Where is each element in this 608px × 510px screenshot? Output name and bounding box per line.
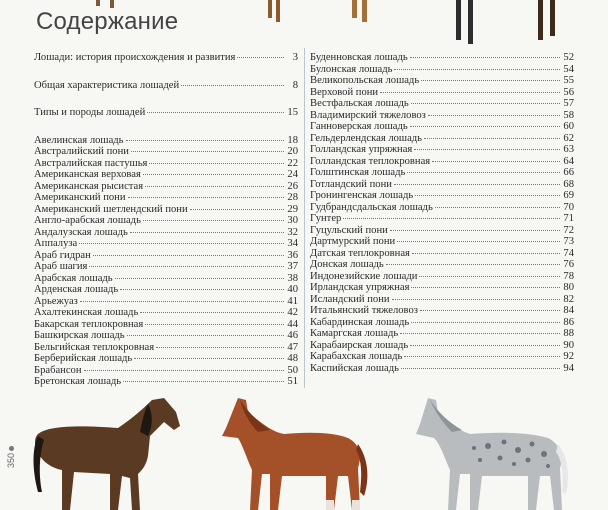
- dot-leader: [123, 381, 284, 382]
- toc-entry-page-number: 56: [563, 86, 574, 98]
- toc-entry-title: Верховой пони: [310, 86, 379, 98]
- toc-entry-title: Австралийский пони: [34, 146, 129, 157]
- toc-entry-page-number: 68: [563, 178, 574, 190]
- toc-entry-title: Гуцульский пони: [310, 224, 388, 236]
- toc-entry-page-number: 8: [292, 79, 298, 91]
- toc-entry[interactable]: [34, 342, 298, 354]
- toc-entry[interactable]: [310, 213, 574, 225]
- toc-entry-title: Араб гидран: [34, 249, 91, 261]
- dot-leader: [412, 253, 560, 254]
- dot-leader: [400, 333, 560, 334]
- toc-entry-title: Датская теплокровная: [310, 247, 410, 259]
- toc-entry-page-number: 63: [563, 144, 574, 155]
- toc-entry[interactable]: [310, 52, 574, 64]
- toc-entry-title: Типы и породы лошадей: [34, 107, 146, 118]
- toc-entry[interactable]: [310, 87, 574, 99]
- toc-entry-page-number: 42: [287, 307, 298, 318]
- toc-entry[interactable]: [34, 273, 298, 285]
- toc-entry-title: Американский шетлендский пони: [34, 203, 188, 215]
- leg-group-5: [538, 0, 555, 40]
- toc-entry[interactable]: [34, 284, 298, 296]
- toc-entry-title: Арденская лошадь: [34, 284, 119, 295]
- toc-entry[interactable]: [310, 110, 574, 122]
- toc-entry[interactable]: [34, 296, 298, 308]
- toc-entry[interactable]: [34, 250, 298, 262]
- toc-entry-page-number: 30: [287, 215, 298, 226]
- page-number: [6, 446, 16, 468]
- toc-entry[interactable]: [34, 307, 298, 319]
- toc-entry-title: Донская лошадь: [310, 259, 384, 270]
- toc-entry-page-number: 94: [563, 362, 574, 374]
- toc-entry-page-number: 28: [287, 192, 298, 203]
- toc-entry-title: Американская верховая: [34, 169, 141, 180]
- dot-leader: [380, 92, 560, 93]
- toc-entry[interactable]: [34, 261, 298, 273]
- dot-leader: [432, 161, 560, 162]
- dot-leader: [415, 195, 560, 196]
- toc-entry-title: Дартмурский пони: [310, 236, 396, 247]
- dot-leader: [410, 126, 560, 127]
- toc-entry[interactable]: [310, 317, 574, 329]
- toc-entry-page-number: 54: [563, 63, 574, 75]
- toc-entry-title: Американская рысистая: [34, 180, 144, 192]
- dot-leader: [128, 197, 284, 198]
- dot-leader: [145, 324, 284, 325]
- toc-entry[interactable]: [310, 294, 574, 306]
- toc-entry-title: Гунтер: [310, 213, 342, 224]
- toc-entry-title: Англо-арабская лошадь: [34, 215, 141, 226]
- toc-entry-title: Владимирский тяжеловоз: [310, 109, 426, 121]
- dot-leader: [435, 207, 560, 208]
- toc-entry-title: Берберийская лошадь: [34, 353, 133, 364]
- dot-leader: [394, 184, 560, 185]
- section-spacer: [34, 119, 298, 135]
- toc-entry-title: Карабахская лошадь: [310, 351, 403, 362]
- dot-leader: [411, 287, 560, 288]
- toc-entry-page-number: 36: [287, 249, 298, 261]
- toc-entry-page-number: 86: [563, 316, 574, 328]
- toc-entry-page-number: 88: [563, 328, 574, 339]
- toc-entry-page-number: 64: [563, 155, 574, 167]
- dot-leader: [410, 57, 560, 58]
- toc-entry-title: Лошади: история происхождения и развития: [34, 52, 236, 63]
- toc-entry-page-number: 62: [563, 132, 574, 144]
- toc-entry[interactable]: [34, 169, 298, 181]
- toc-entry[interactable]: [34, 238, 298, 250]
- toc-entry[interactable]: [34, 80, 298, 92]
- toc-entry[interactable]: [310, 64, 574, 76]
- toc-entry-page-number: 22: [287, 157, 298, 169]
- toc-entry-title: Ирландская упряжная: [310, 282, 410, 293]
- toc-entry[interactable]: [310, 179, 574, 191]
- toc-entry[interactable]: [310, 133, 574, 145]
- toc-entry-page-number: 66: [563, 167, 574, 178]
- dot-leader: [134, 358, 284, 359]
- toc-entry-page-number: 52: [563, 52, 574, 63]
- toc-entry-page-number: 29: [287, 203, 298, 215]
- toc-entry[interactable]: [310, 282, 574, 294]
- dot-leader: [390, 230, 560, 231]
- toc-entry-page-number: 32: [287, 226, 298, 238]
- toc-entry-title: Кабардинская лошадь: [310, 316, 410, 328]
- toc-entry[interactable]: [310, 271, 574, 283]
- toc-entry-title: Бретонская лошадь: [34, 376, 122, 387]
- column-divider: [304, 48, 305, 388]
- toc-entry-title: Карабаирская лошадь: [310, 339, 409, 351]
- toc-entry[interactable]: [34, 353, 298, 365]
- toc-entry-title: Арабская лошадь: [34, 272, 113, 284]
- toc-entry-title: Готландский пони: [310, 178, 392, 190]
- dot-leader: [143, 174, 284, 175]
- toc-entry-title: Голштинская лошадь: [310, 167, 406, 178]
- toc-entry-page-number: 74: [563, 247, 574, 259]
- page-number-text: 350: [6, 452, 16, 468]
- dot-leader: [404, 356, 560, 357]
- dot-leader: [80, 301, 284, 302]
- toc-entry-title: Общая характеристика лошадей: [34, 79, 180, 91]
- toc-entry[interactable]: [310, 351, 574, 363]
- toc-entry[interactable]: [34, 376, 298, 388]
- dot-leader: [120, 289, 284, 290]
- toc-entry-page-number: 3: [292, 52, 298, 63]
- toc-entry[interactable]: [310, 144, 574, 156]
- chestnut-horse-illustration: [212, 392, 372, 510]
- toc-entry[interactable]: [310, 98, 574, 110]
- toc-entry-page-number: 84: [563, 305, 574, 316]
- toc-entry-title: Ганноверская лошадь: [310, 121, 408, 132]
- bay-horse-illustration: [30, 396, 190, 510]
- toc-entry-page-number: 37: [287, 261, 298, 272]
- toc-entry[interactable]: [34, 181, 298, 193]
- dot-leader: [149, 163, 284, 164]
- dot-leader: [130, 232, 284, 233]
- dot-leader: [84, 370, 284, 371]
- dot-leader: [421, 80, 560, 81]
- toc-entry-title: Великопольская лошадь: [310, 75, 420, 86]
- toc-left-column: [34, 52, 298, 388]
- dot-leader: [419, 276, 560, 277]
- toc-entry[interactable]: [310, 236, 574, 248]
- dot-leader: [181, 85, 284, 86]
- dot-leader: [89, 266, 284, 267]
- toc-entry-title: Исландский пони: [310, 293, 390, 305]
- toc-entry-title: Голландская упряжная: [310, 144, 413, 155]
- toc-entry-title: Брабансон: [34, 364, 82, 376]
- toc-entry-title: Булонская лошадь: [310, 63, 393, 75]
- toc-entry[interactable]: [34, 192, 298, 204]
- toc-entry[interactable]: [34, 215, 298, 227]
- toc-entry-page-number: 57: [563, 98, 574, 109]
- toc-entry-title: Индонезийские лошади: [310, 270, 418, 282]
- toc-entry-page-number: 48: [287, 353, 298, 364]
- toc-right-column: [310, 52, 574, 374]
- toc-entry-title: Бельгийская теплокровная: [34, 341, 155, 353]
- toc-entry[interactable]: [34, 107, 298, 119]
- toc-entry-title: Каспийская лошадь: [310, 362, 399, 374]
- toc-entry-page-number: 46: [287, 330, 298, 341]
- dot-leader: [156, 347, 284, 348]
- toc-entry-page-number: 15: [287, 107, 298, 118]
- toc-entry-title: Авелинская лошадь: [34, 134, 124, 146]
- toc-entry-page-number: 41: [287, 295, 298, 307]
- toc-entry-page-number: 80: [563, 282, 574, 293]
- toc-entry[interactable]: [34, 52, 298, 64]
- dot-leader: [410, 345, 560, 346]
- dot-leader: [131, 151, 284, 152]
- toc-entry[interactable]: [34, 204, 298, 216]
- dot-leader: [411, 103, 560, 104]
- toc-entry[interactable]: [310, 121, 574, 133]
- toc-entry-page-number: 69: [563, 190, 574, 201]
- toc-entry-page-number: 82: [563, 293, 574, 305]
- toc-entry[interactable]: [34, 227, 298, 239]
- dot-leader: [237, 57, 284, 58]
- toc-entry-page-number: 38: [287, 272, 298, 284]
- toc-entry-title: Гронингенская лошадь: [310, 190, 414, 201]
- grey-horse-illustration: [408, 394, 574, 510]
- toc-entry-page-number: 71: [563, 213, 574, 224]
- toc-entry-title: Голландская теплокровная: [310, 155, 431, 167]
- toc-entry[interactable]: [310, 259, 574, 271]
- toc-entry[interactable]: [34, 365, 298, 377]
- section-spacer: [34, 91, 298, 107]
- dot-leader: [397, 241, 560, 242]
- toc-entry-page-number: 50: [287, 364, 298, 376]
- leg-group-3: [352, 0, 367, 22]
- toc-entry-page-number: 20: [287, 146, 298, 157]
- toc-entry-title: Вестфальская лошадь: [310, 98, 409, 109]
- dot-leader: [424, 138, 560, 139]
- toc-entry-page-number: 78: [563, 270, 574, 282]
- toc-entry-title: Араб шагия: [34, 261, 88, 272]
- dot-leader: [115, 278, 284, 279]
- toc-entry-page-number: 60: [563, 121, 574, 132]
- page-number-bullet: [9, 446, 14, 451]
- toc-entry-title: Итальянский тяжеловоз: [310, 305, 418, 316]
- toc-entry[interactable]: [34, 135, 298, 147]
- toc-entry-title: Камаргская лошадь: [310, 328, 399, 339]
- toc-entry-page-number: 55: [563, 75, 574, 86]
- toc-entry-title: Бакарская теплокровная: [34, 318, 144, 330]
- dot-leader: [343, 218, 560, 219]
- toc-entry[interactable]: [34, 330, 298, 342]
- toc-entry-page-number: 73: [563, 236, 574, 247]
- dot-leader: [394, 69, 560, 70]
- toc-entry-page-number: 72: [563, 224, 574, 236]
- toc-entry-page-number: 40: [287, 284, 298, 295]
- dot-leader: [145, 186, 284, 187]
- dot-leader: [407, 172, 560, 173]
- dot-leader: [401, 368, 560, 369]
- toc-entry-page-number: 34: [287, 238, 298, 249]
- dot-leader: [93, 255, 284, 256]
- dot-leader: [140, 312, 284, 313]
- toc-entry-title: Гудбрандсдальская лошадь: [310, 201, 433, 213]
- toc-entry-page-number: 26: [287, 180, 298, 192]
- toc-entry[interactable]: [34, 146, 298, 158]
- page-title: Содержание: [36, 8, 179, 35]
- toc-entry-page-number: 24: [287, 169, 298, 180]
- dot-leader: [143, 220, 284, 221]
- leg-group-1: [96, 0, 114, 8]
- toc-entry[interactable]: [310, 167, 574, 179]
- toc-entry[interactable]: [310, 248, 574, 260]
- toc-entry-page-number: 47: [287, 341, 298, 353]
- toc-entry[interactable]: [310, 225, 574, 237]
- dot-leader: [79, 243, 284, 244]
- dot-leader: [420, 310, 560, 311]
- toc-entry-title: Арьежуаз: [34, 295, 78, 307]
- dot-leader: [190, 209, 284, 210]
- toc-entry[interactable]: [310, 75, 574, 87]
- dot-leader: [147, 112, 284, 113]
- toc-entry-title: Аппалуза: [34, 238, 78, 249]
- dot-leader: [126, 140, 285, 141]
- toc-entry[interactable]: [310, 202, 574, 214]
- toc-entry-page-number: 70: [563, 201, 574, 213]
- toc-entry[interactable]: [310, 156, 574, 168]
- toc-entry[interactable]: [310, 190, 574, 202]
- toc-entry-title: Ахалтекинская лошадь: [34, 307, 139, 318]
- toc-entry-page-number: 92: [563, 351, 574, 362]
- toc-entry-title: Австралийская пастушья: [34, 157, 148, 169]
- dot-leader: [411, 322, 560, 323]
- dot-leader: [428, 115, 560, 116]
- leg-group-4: [456, 0, 473, 44]
- toc-entry[interactable]: [310, 363, 574, 375]
- toc-entry-page-number: 18: [287, 134, 298, 146]
- toc-entry-title: Башкирская лошадь: [34, 330, 125, 341]
- toc-entry-page-number: 90: [563, 339, 574, 351]
- leg-group-2: [268, 0, 280, 22]
- toc-entry[interactable]: [34, 158, 298, 170]
- toc-entry-title: Буденновская лошадь: [310, 52, 408, 63]
- toc-entry-page-number: 44: [287, 318, 298, 330]
- toc-entry-page-number: 76: [563, 259, 574, 270]
- toc-entry-page-number: 58: [563, 109, 574, 121]
- toc-entry-title: Андалузская лошадь: [34, 226, 128, 238]
- toc-entry-title: Гельдерлендская лошадь: [310, 132, 423, 144]
- toc-entry[interactable]: [310, 305, 574, 317]
- toc-entry[interactable]: [310, 328, 574, 340]
- toc-entry-title: Американский пони: [34, 192, 126, 203]
- dot-leader: [414, 149, 560, 150]
- dot-leader: [127, 335, 284, 336]
- toc-entry[interactable]: [310, 340, 574, 352]
- toc-entry-page-number: 51: [287, 376, 298, 387]
- toc-entry[interactable]: [34, 319, 298, 331]
- section-spacer: [34, 64, 298, 80]
- dot-leader: [386, 264, 560, 265]
- dot-leader: [392, 299, 560, 300]
